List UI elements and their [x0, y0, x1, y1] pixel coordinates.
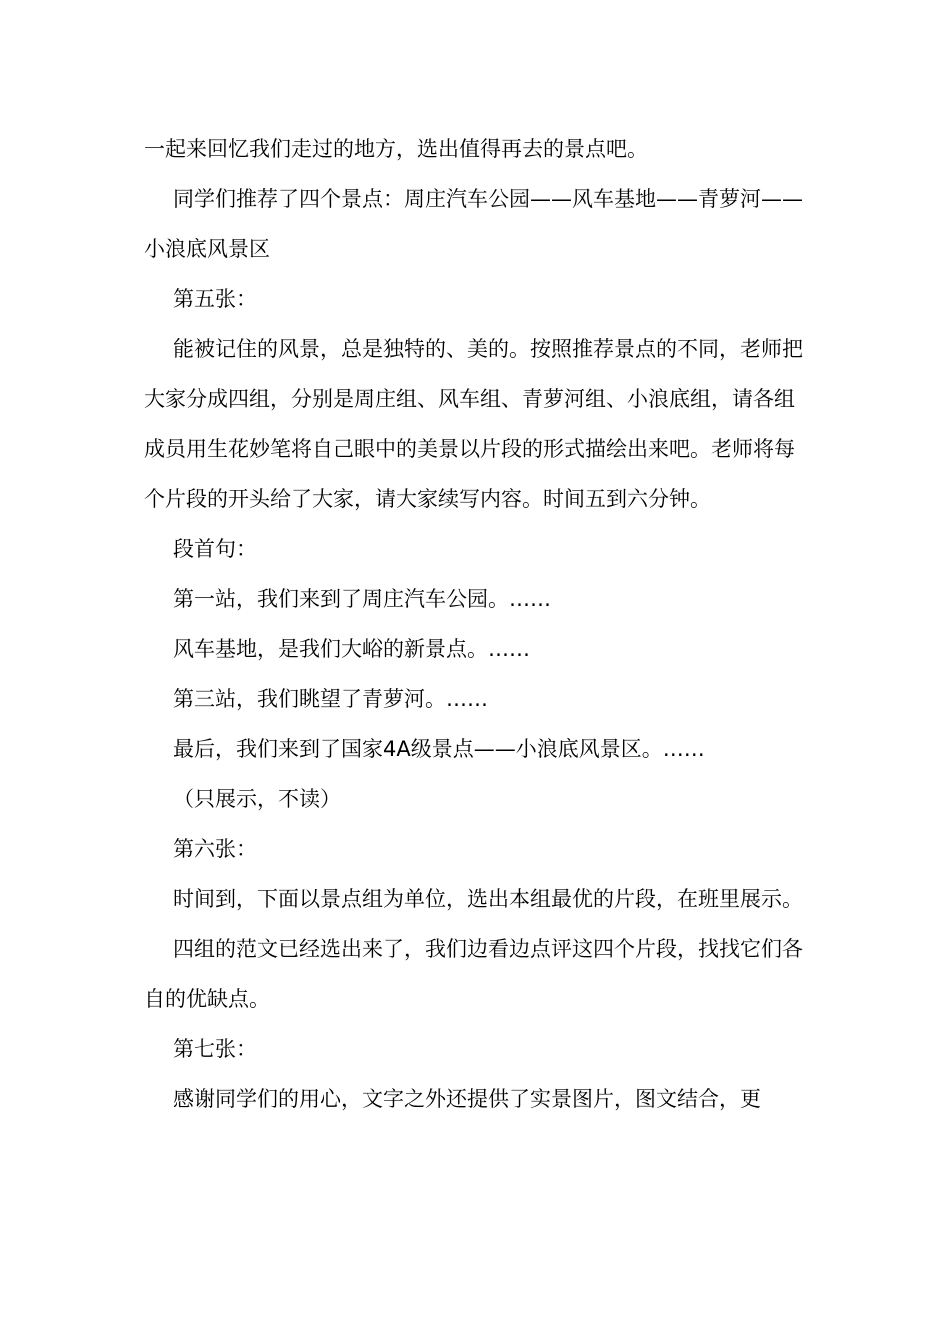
slide-heading-seven: 第七张： — [173, 1037, 257, 1061]
paragraph-recall-intro: 一起来回忆我们走过的地方，选出值得再去的景点吧。 — [144, 137, 648, 161]
paragraph-opening-zhouzhuang: 第一站，我们来到了周庄汽车公园。…… — [173, 587, 551, 611]
paragraph-select-best: 时间到，下面以景点组为单位，选出本组最优的片段，在班里展示。 — [173, 887, 803, 911]
slide-heading-six: 第六张： — [173, 837, 257, 861]
document-body — [144, 124, 808, 1124]
slide-heading-five: 第五张： — [173, 287, 257, 311]
paragraph-opening-sentences-label: 段首句： — [173, 537, 257, 561]
paragraph-opening-windmill: 风车基地，是我们大峪的新景点。…… — [173, 637, 530, 661]
paragraph-opening-qingluo: 第三站，我们眺望了青萝河。…… — [173, 687, 488, 711]
paragraph-display-note: （只展示，不读） — [173, 787, 341, 811]
paragraph-thanks: 感谢同学们的用心，文字之外还提供了实景图片，图文结合，更 — [173, 1087, 761, 1111]
paragraph-group-instructions: 能被记住的风景，总是独特的、美的。按照推荐景点的不同，老师把大家分成四组，分别是周庄组、风车组、青萝河组、小浪底组，请各组成员用生花妙笔将自己眼中的美景以片段的形式描绘出来吧。老师将每个片段的开头给了大家，请大家续写内容。时间五到六分钟。 — [144, 337, 803, 511]
paragraph-review-samples: 四组的范文已经选出来了，我们边看边点评这四个片段，找找它们各自的优缺点。 — [144, 937, 803, 1011]
paragraph-recommended-spots: 同学们推荐了四个景点：周庄汽车公园——风车基地——青萝河——小浪底风景区 — [144, 187, 803, 261]
paragraph-opening-xiaolangdi: 最后，我们来到了国家4A级景点——小浪底风景区。…… — [173, 737, 705, 761]
